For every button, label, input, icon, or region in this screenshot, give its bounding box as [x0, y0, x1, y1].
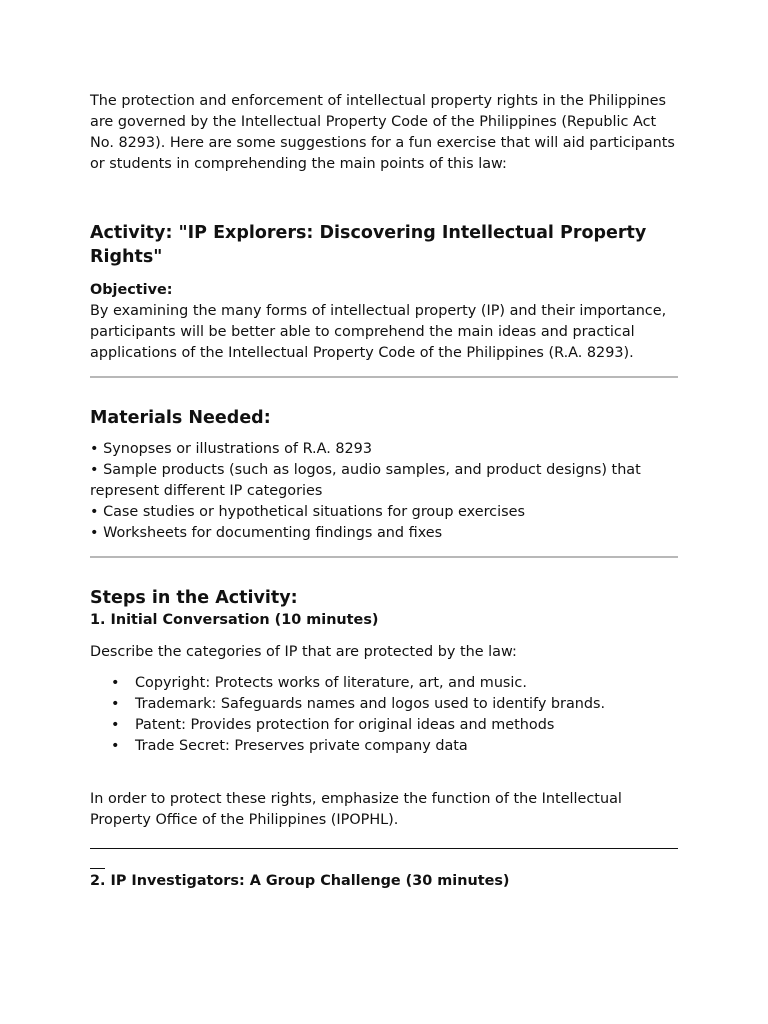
section-divider-1 — [90, 376, 678, 378]
step2-title: 2. IP Investigators: A Group Challenge (30 minutes) — [90, 873, 510, 889]
list-item-text: Trademark: Safeguards names and logos used to identify brands. — [135, 696, 606, 712]
list-item-text: Patent: Provides protection for original ideas and methods — [135, 717, 555, 733]
materials-item: • Case studies or hypothetical situations for group exercises — [90, 504, 525, 520]
underscore-divider — [90, 848, 678, 849]
step1-title: 1. Initial Conversation (10 minutes) — [90, 612, 379, 628]
activity-title: Activity: "IP Explorers: Discovering Intellectual Property Rights" — [90, 223, 647, 267]
materials-title: Materials Needed: — [90, 408, 271, 428]
list-item-text: Copyright: Protects works of literature, art, and music. — [135, 675, 527, 691]
bullet-icon: • — [111, 738, 120, 754]
materials-item: • Worksheets for documenting findings and fixes — [90, 525, 443, 541]
bullet-icon: • — [111, 696, 120, 712]
materials-item: • Sample products (such as logos, audio samples, and product designs) that represent different IP categories — [90, 462, 641, 499]
intro-paragraph: The protection and enforcement of intellectual property rights in the Philippines are governed by the Intellectual Property Code of the Philippines (Republic Act No. 8293). Here are some suggestions for a fun exercise that will aid participants or students in comprehending the main points of this law: — [90, 93, 675, 172]
objective-label: Objective: — [90, 282, 173, 298]
list-item-text: Trade Secret: Preserves private company data — [135, 738, 468, 754]
steps-title: Steps in the Activity: — [90, 588, 298, 608]
ip-categories-list — [90, 673, 678, 757]
list-item — [90, 694, 678, 715]
list-item — [90, 736, 678, 757]
section-divider-2 — [90, 556, 678, 558]
list-item — [90, 715, 678, 736]
underscore-divider-tail — [90, 868, 105, 869]
objective-text: By examining the many forms of intellectual property (IP) and their importance, participants will be better able to comprehend the main ideas and practical applications of the Intellectual Property Code of the Philippines (R.A. 8293). — [90, 303, 667, 361]
document-body — [90, 91, 678, 903]
bullet-icon: • — [111, 717, 120, 733]
step1-closing: In order to protect these rights, emphasize the function of the Intellectual Property Office of the Philippines (IPOPHL). — [90, 791, 622, 828]
list-item — [90, 673, 678, 694]
bullet-icon: • — [111, 675, 120, 691]
materials-item: • Synopses or illustrations of R.A. 8293 — [90, 441, 372, 457]
materials-list — [90, 439, 678, 544]
step1-intro: Describe the categories of IP that are protected by the law: — [90, 644, 517, 660]
